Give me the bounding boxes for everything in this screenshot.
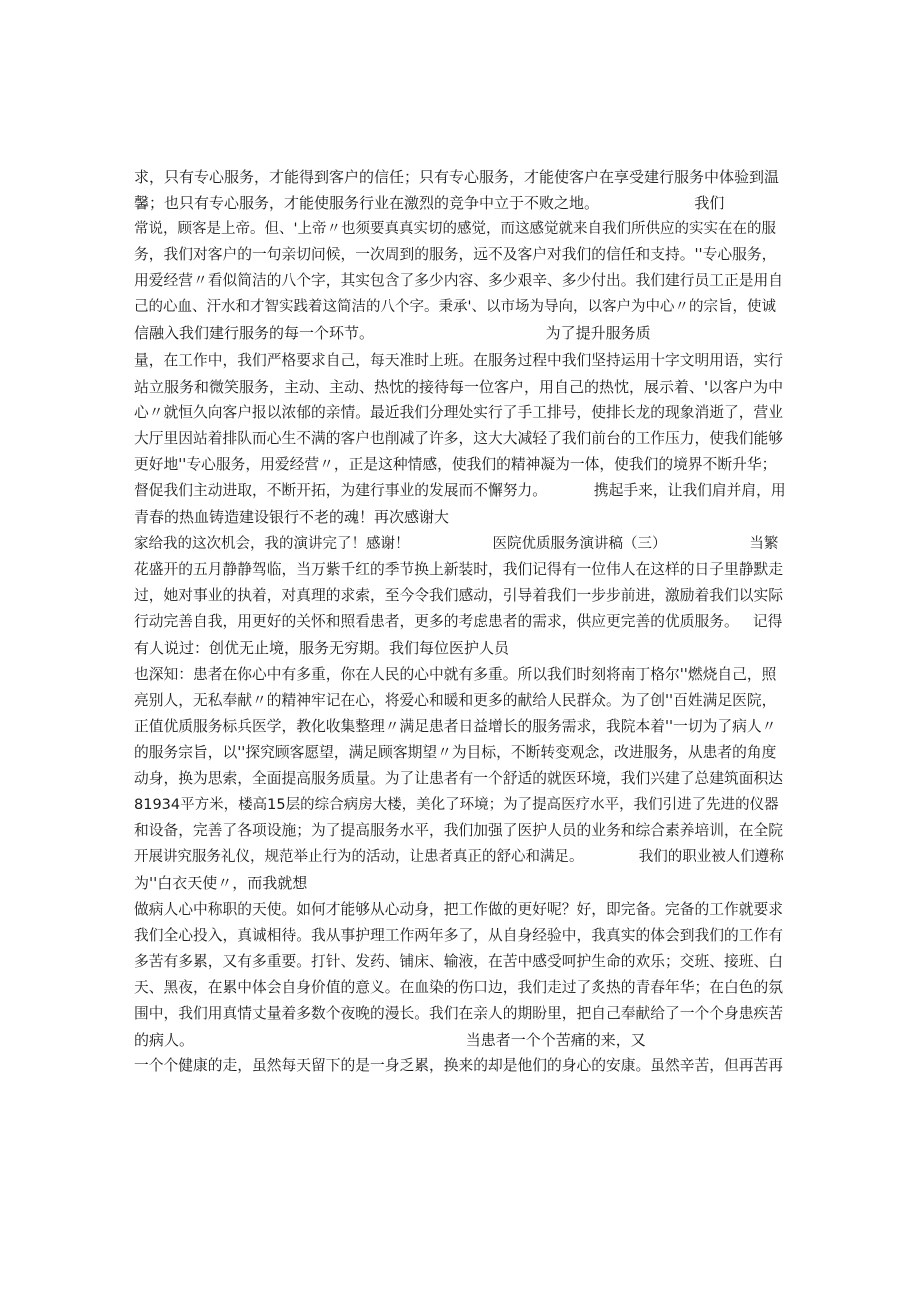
text-line: 常说，顾客是上帝。但、'上帝〃也须要真真实切的感觉，而这感觉就来自我们所供应的实实在在的服	[134, 221, 776, 237]
text-line: 为''白衣天使〃，而我就想	[134, 874, 308, 892]
text-line: 己的心血、汗水和才智实践着这简洁的八个字。秉承'、以市场为导向，以客户为中心〃的宗旨，使诚	[134, 299, 776, 315]
text-line: 我们全心投入，真诚相待。我从事护理工作两年多了，从自身经验中，我真实的体会到我们的工作有	[134, 927, 783, 944]
text-line: 一个个健康的走，虽然每天留下的是一身乏累，换来的却是他们的身心的安康。虽然辛苦，但再苦再	[134, 1057, 783, 1074]
text-line: 和设备，完善了各项设施；为了提高服务水平，我们加强了医护人员的业务和综合素养培训，在全院	[134, 822, 783, 839]
text-line: 亮别人，无私奉献〃的精神牢记在心，将爱心和暖和更多的献给人民群众。为了创''百姓满足医院，	[134, 692, 777, 709]
text-line: 馨；也只有专心服务，才能使服务行业在激烈的竞争中立于不败之地。 我们	[134, 194, 725, 212]
text-line: 站立服务和微笑服务，主动、主动、热忱的接待每一位客户，用自己的热忱，展示着、'以客户为中	[134, 378, 784, 396]
text-line: 有人说过：创优无止境，服务无穷期。我们每位医护人员	[134, 639, 510, 657]
text-line: 81934平方米，楼高15层的综合病房大楼，美化了环境；为了提高医疗水平，我们引进了先进的仪器	[134, 797, 779, 813]
text-line: 心〃就恒久向客户报以浓郁的亲情。最近我们分理处实行了手工排号，使排长龙的现象消逝了，营业	[134, 404, 783, 421]
text-line: 天、黑夜，在累中体会自身价值的意义。在血染的伤口边，我们走过了炙热的青春年华；在白色的氛	[134, 979, 783, 996]
text-line: 家给我的这次机会，我的演讲完了！感谢！ 医院优质服务演讲稿（三） 当繁	[134, 536, 779, 552]
text-line: 求，只有专心服务，才能得到客户的信任；只有专心服务，才能使客户在享受建行服务中体验到温	[134, 168, 780, 186]
text-line: 信融入我们建行服务的每一个环节。 为了提升服务质	[134, 324, 651, 342]
text-line: 花盛开的五月静静驾临，当万紫千红的季节换上新装时，我们记得有一位伟人在这样的日子里静默走	[134, 561, 783, 578]
text-line: 开展讲究服务礼仪，规范举止行为的活动，让患者真正的舒心和满足。 我们的职业被人们遵称	[134, 849, 784, 865]
text-line: 过，她对事业的执着，对真理的求索，至今令我们感动，引导着我们一步步前进，激励着我们以实际	[134, 587, 783, 604]
text-line: 青春的热血铸造建设银行不老的魂！再次感谢大	[134, 508, 450, 526]
text-line: 的病人。 当患者一个个苦痛的来，又	[134, 1031, 646, 1049]
text-line: 做病人心中称职的天使。如何才能够从心动身，把工作做的更好呢？好，即完备。完备的工作就要求	[134, 901, 783, 918]
text-line: 务，我们对客户的一句亲切问候，一次周到的服务，远不及客户对我们的信任和支持。''专心服务，	[134, 246, 777, 263]
text-line: 动身，换为思索，全面提高服务质量。为了让患者有一个舒适的就医环境，我们兴建了总建筑面积达	[134, 770, 783, 787]
text-line: 多苦有多累，又有多重要。打针、发药、铺床、输液，在苦中感受呵护生命的欢乐；交班、接班、白	[134, 953, 783, 970]
text-line: 也深知：患者在你心中有多重，你在人民的心中就有多重。所以我们时刻将南丁格尔''燃烧自己，照	[134, 666, 777, 683]
text-line: 量，在工作中，我们严格要求自己，每天准时上班。在服务过程中我们坚持运用十字文明用语，实行	[134, 352, 783, 369]
text-line: 督促我们主动进取，不断开拓，为建行事业的发展而不懈努力。 携起手来，让我们肩并肩，用	[134, 482, 786, 499]
text-line: 大厅里因站着排队而心生不满的客户也削减了许多，这大大减轻了我们前台的工作压力，使我们能够	[134, 430, 783, 447]
text-line: 正值优质服务标兵医学，教化收集整理〃满足患者日益增长的服务需求，我院本着''一切为了病人〃	[134, 718, 777, 735]
text-line: 更好地''专心服务，用爱经营〃，正是这种情感，使我们的精神凝为一体，使我们的境界不断升华；	[134, 456, 777, 473]
text-line: 围中，我们用真情丈量着多数个夜晚的漫长。我们在亲人的期盼里，把自己奉献给了一个个身患疾苦	[134, 1005, 783, 1022]
text-line: 行动完善自我，用更好的关怀和照看患者，更多的考虑患者的需求，供应更完善的优质服务。 记得	[134, 613, 783, 630]
text-line: 的服务宗旨，以''探究顾客愿望，满足顾客期望〃为目标，不断转变观念，改进服务，从患者的角度	[134, 744, 777, 761]
text-line: 用爱经营〃看似简洁的八个字，其实包含了多少内容、多少艰辛、多少付出。我们建行员工正是用自	[134, 272, 783, 289]
